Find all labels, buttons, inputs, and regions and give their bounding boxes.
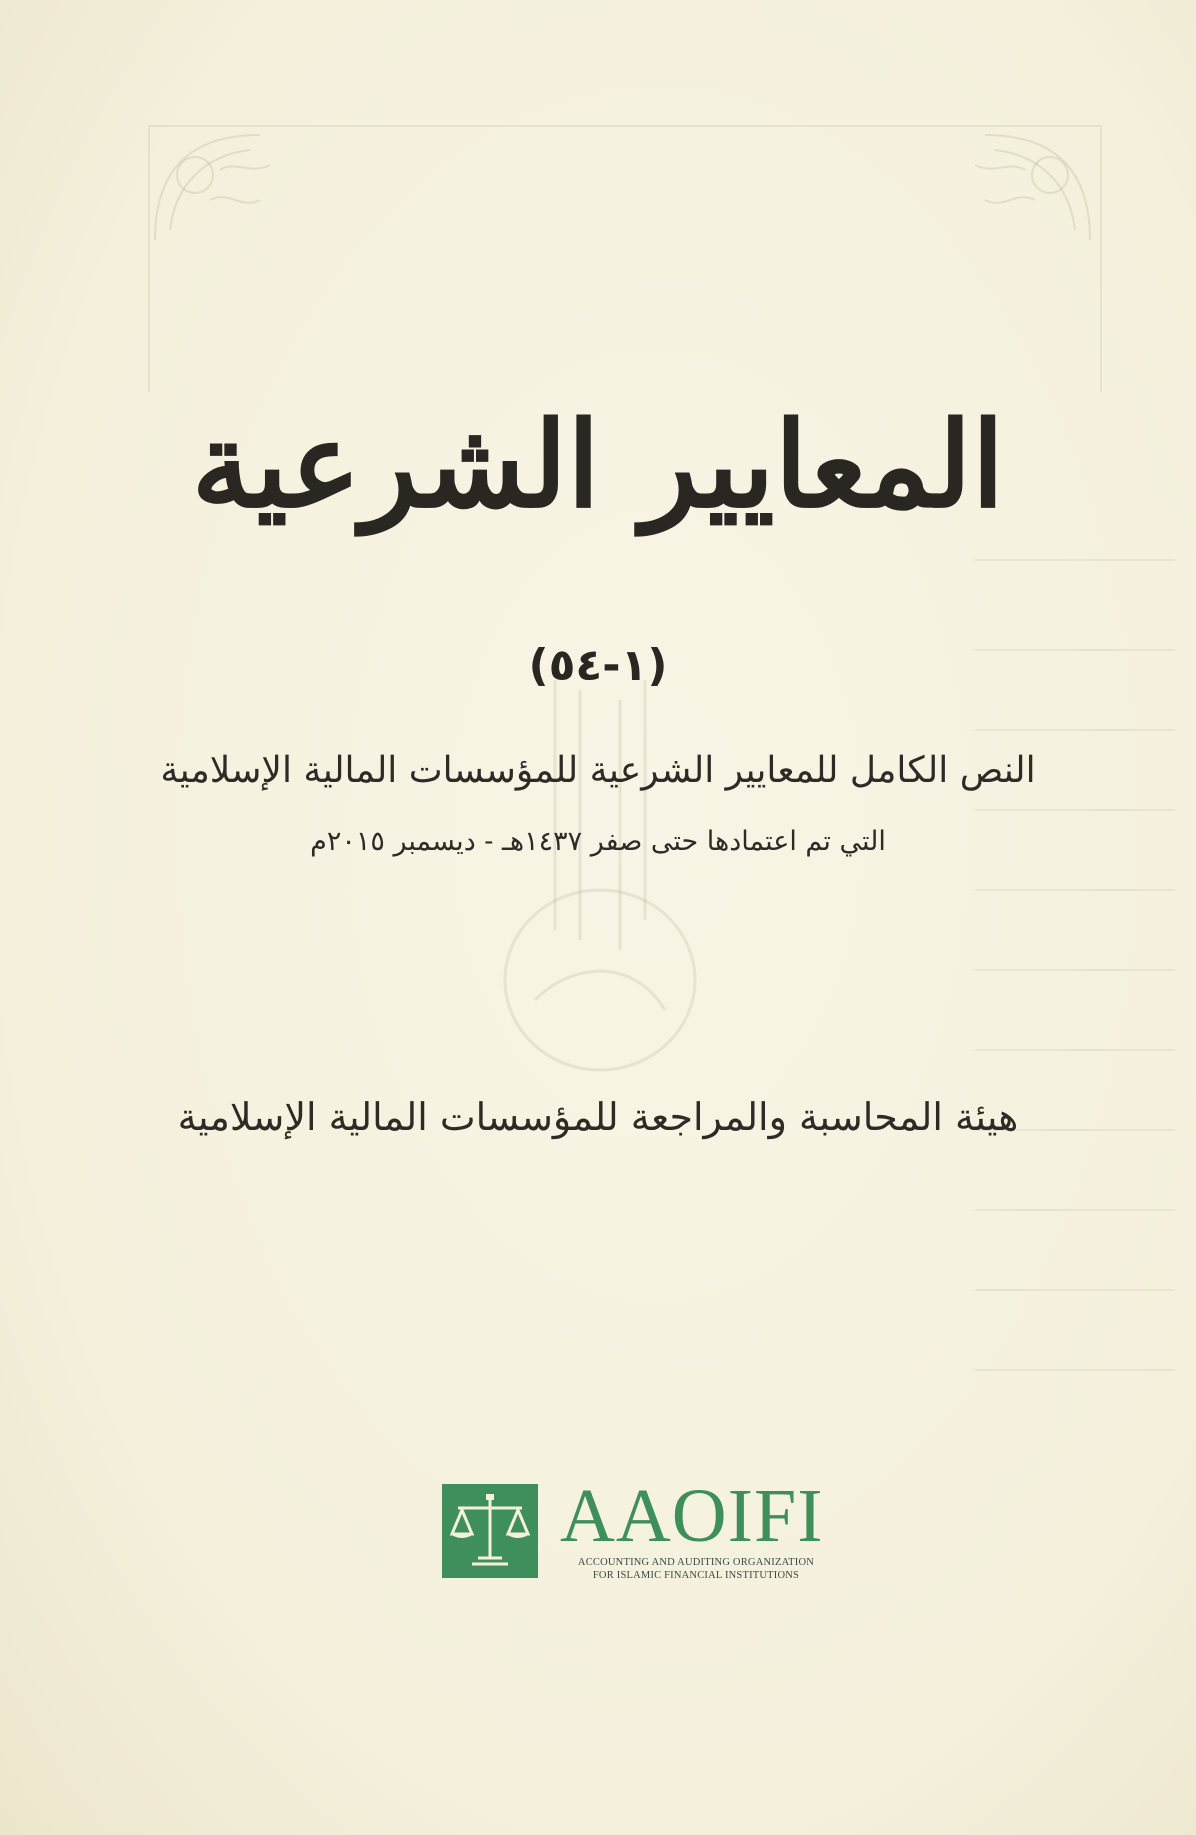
logo-tagline-line1: ACCOUNTING AND AUDITING ORGANIZATION <box>577 1557 815 1568</box>
subtitle: النص الكامل للمعايير الشرعية للمؤسسات المالية الإسلامية <box>160 750 1036 791</box>
page-title: المعايير الشرعية <box>191 395 1005 534</box>
approval-date-line: التي تم اعتمادها حتى صفر ١٤٣٧هـ - ديسمبر ٢٠١٥م <box>310 826 886 857</box>
ornament-corner-right-icon <box>945 130 1095 250</box>
aaoifi-logo <box>442 1474 832 1584</box>
calligraphic-seal-bleedthrough-icon <box>495 680 705 1080</box>
logo-wordmark: AAOIFI <box>560 1474 824 1558</box>
standards-range: (١-٥٤) <box>528 640 668 691</box>
logo-emblem <box>442 1484 538 1578</box>
logo-tagline-line2: FOR ISLAMIC FINANCIAL INSTITUTIONS <box>592 1570 800 1581</box>
publisher-name-arabic: هيئة المحاسبة والمراجعة للمؤسسات المالية الإسلامية <box>177 1095 1019 1139</box>
scales-of-justice-icon <box>442 1484 538 1578</box>
ornament-corner-left-icon <box>150 130 300 250</box>
logo-tagline <box>560 1556 832 1582</box>
